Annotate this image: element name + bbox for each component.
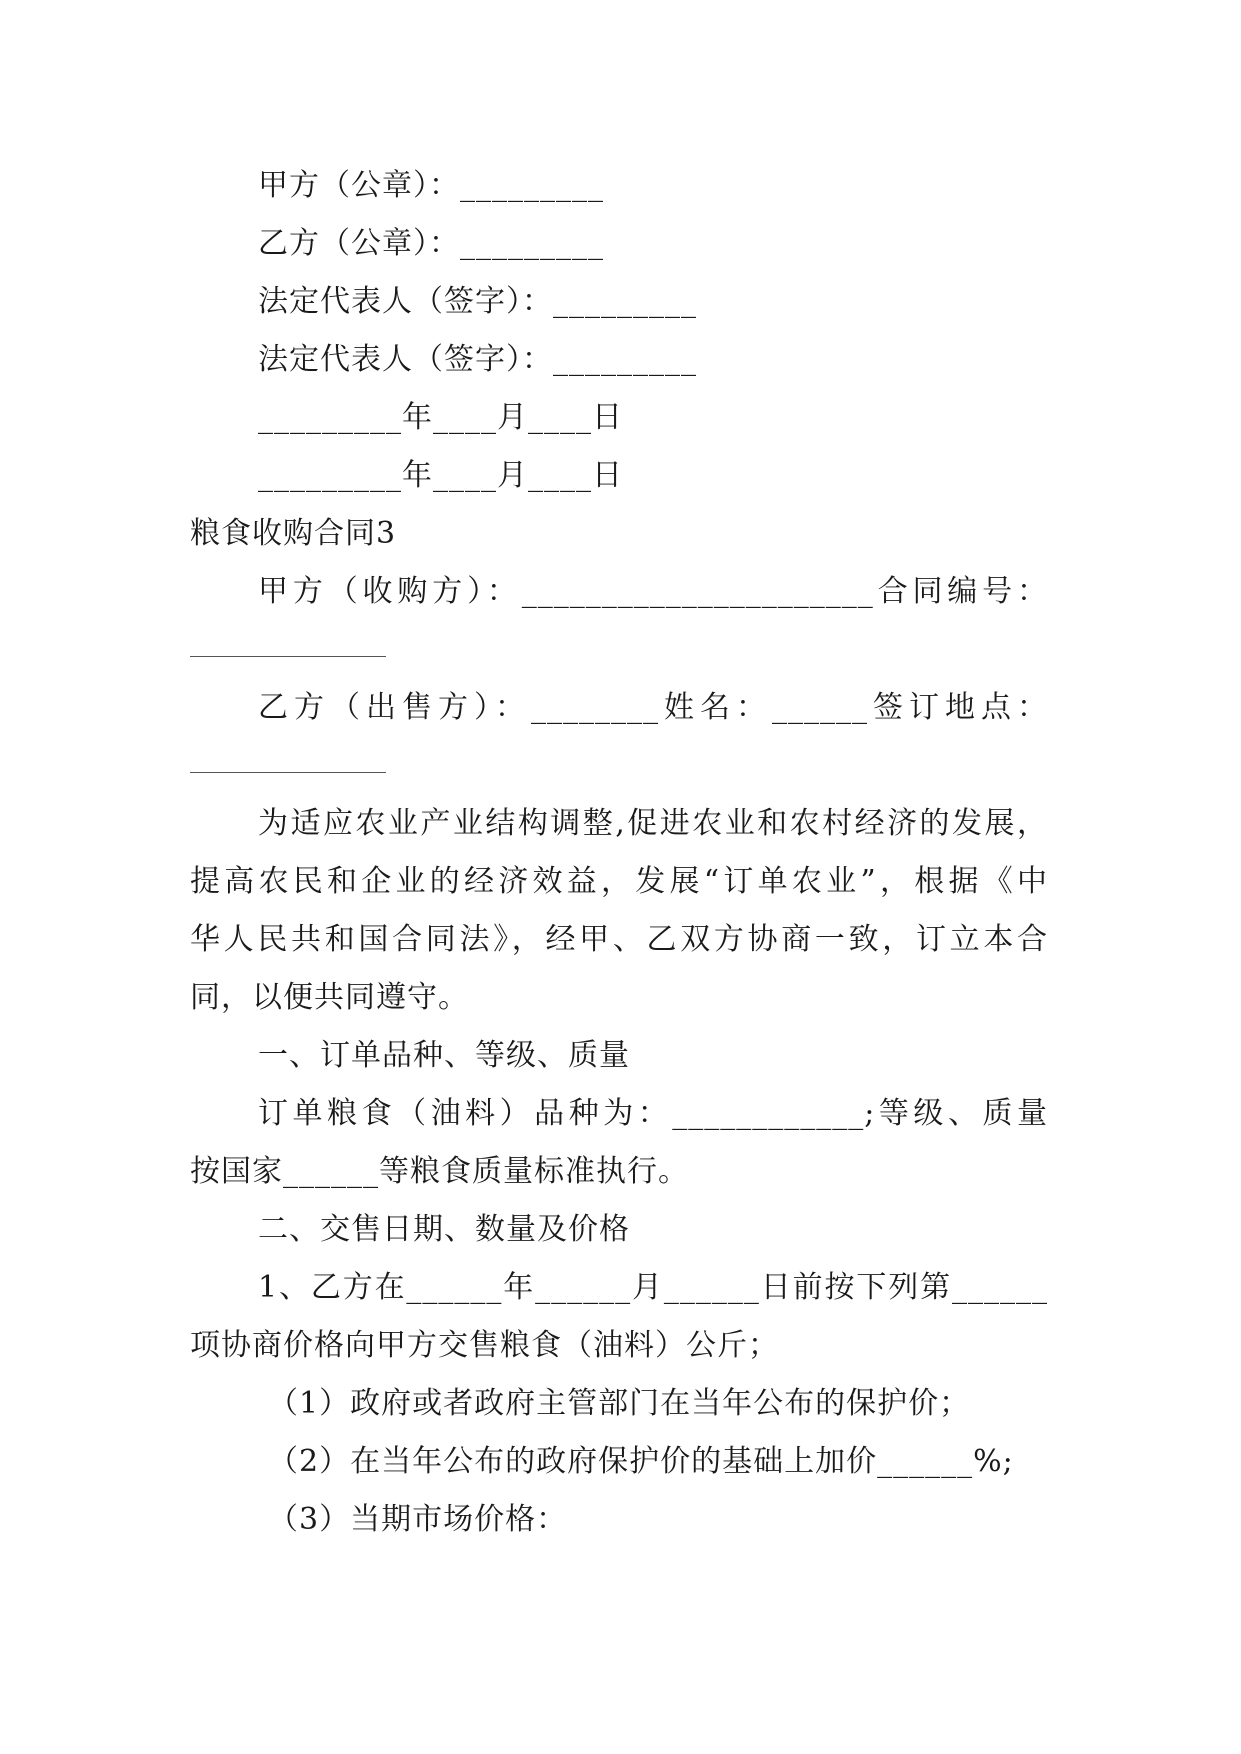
preamble-line: 为适应农业产业结构调整,促进农业和农村经济的发展， <box>258 806 1048 841</box>
price-option: （3）当期市场价格： <box>268 1502 568 1537</box>
legal-rep-signature-line: 法定代表人（签字）：_________ <box>258 342 697 377</box>
party-b-seller-line: 乙方（出售方）：________姓名：______签订地点： <box>258 690 1048 725</box>
contract-title: 粮食收购合同3 <box>190 516 397 551</box>
section-body-line: 按国家______等粮食质量标准执行。 <box>190 1154 689 1189</box>
party-a-seal-line: 甲方（公章）：_________ <box>258 168 604 203</box>
date-line: _________年____月____日 <box>258 458 623 493</box>
signing-place-blank <box>190 772 386 773</box>
section-body-line: 项协商价格向甲方交售粮食（油料）公斤； <box>190 1328 779 1363</box>
legal-rep-signature-line: 法定代表人（签字）：_________ <box>258 284 697 319</box>
section-heading: 一、订单品种、等级、质量 <box>258 1038 630 1073</box>
section-body-line: 1、乙方在______年______月______日前按下列第______ <box>258 1270 1048 1305</box>
party-a-buyer-line: 甲方（收购方）：______________________合同编号： <box>258 574 1048 609</box>
price-option: （1）政府或者政府主管部门在当年公布的保护价； <box>268 1386 971 1421</box>
preamble-line: 同，以便共同遵守。 <box>190 980 469 1015</box>
preamble-line: 华人民共和国合同法》，经甲、乙双方协商一致，订立本合 <box>190 922 1048 957</box>
section-body-line: 订单粮食（油料）品种为：____________;等级、质量 <box>258 1096 1048 1131</box>
preamble-line: 提高农民和企业的经济效益，发展“订单农业”，根据《中 <box>190 864 1048 899</box>
party-b-seal-line: 乙方（公章）：_________ <box>258 226 604 261</box>
price-option: （2）在当年公布的政府保护价的基础上加价______%; <box>268 1444 1014 1479</box>
section-heading: 二、交售日期、数量及价格 <box>258 1212 630 1247</box>
contract-number-blank <box>190 656 386 657</box>
date-line: _________年____月____日 <box>258 400 623 435</box>
